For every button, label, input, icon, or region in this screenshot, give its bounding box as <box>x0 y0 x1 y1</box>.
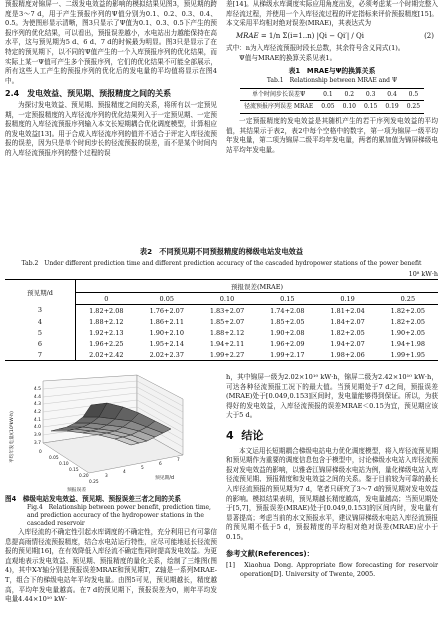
table-cell: 1.74+2.08 <box>270 306 305 315</box>
table-cell: 1.90+2.10 <box>149 328 184 337</box>
paragraph: 为探讨发电效益、预见期、预报精度之间的关系，将所有以一定预见期，一定预报精度的入库径流序列的优化结果列入于一定预见期、一定预报精度的入库径流预报序列输入本文长短期耦合优化调度模型，计算相应的发电效益[13]。用于合成入库径流序列的值并不适合于评定入库径流预报的误差，因为只是单个时间步长的径流预报的误差，而不是某个时间内的入库径流预报序列的整个过程的误 <box>5 100 217 157</box>
z-axis <box>34 386 41 446</box>
table-cell: 0.05 <box>317 101 338 114</box>
row-label: 4 <box>5 316 76 327</box>
table-cell: 1.90+2.05 <box>390 328 426 337</box>
column-header: 0.10 <box>197 293 257 305</box>
table-cell: 1.85+2.07 <box>209 317 245 326</box>
table1 <box>240 88 424 114</box>
lower-left-text <box>5 528 217 605</box>
table-cell: 1.90+2.08 <box>270 328 305 337</box>
x-tick: 0.25 <box>89 480 99 485</box>
right-column <box>226 0 438 155</box>
table-cell: 1.99+2.17 <box>257 349 317 361</box>
row-header-title: 预见期/d <box>5 280 76 305</box>
section-title: 结论 <box>241 428 264 442</box>
equation-number: (2) <box>424 31 434 40</box>
x-tick: 0.05 <box>49 456 59 461</box>
table-cell: 2.02+2.42 <box>76 349 137 361</box>
table-cell: 1.99+1.95 <box>378 349 438 361</box>
y-axis-label: 预见期/d <box>155 476 175 481</box>
z-tick: 4.3 <box>33 402 41 407</box>
row-header: 径流预报序列误差 MRAE <box>240 101 317 114</box>
reference-item: [1] Xiaohua Dong. Appropriate flow forecasting for reservoir operation[D]. University of Twente, 2005. <box>226 561 438 579</box>
row-label: 7 <box>5 349 76 361</box>
table-cell: 1.82+2.05 <box>330 328 365 337</box>
table-cell: 1.86+2.11 <box>149 317 184 326</box>
row-header: 单个时间步长误差Ψ <box>240 88 317 101</box>
table2-block <box>5 247 438 361</box>
z-tick: 4.1 <box>33 418 41 423</box>
table-row <box>5 305 438 317</box>
table-cell: 0.1 <box>317 88 338 101</box>
row-label: 6 <box>5 338 76 349</box>
z-tick: 4.4 <box>33 395 41 400</box>
table-row <box>240 101 424 114</box>
paragraph: 式中：n为入库径流预报时段长总数，其余符号含义同式(1)。 <box>226 44 405 53</box>
table-cell: 1.96+2.09 <box>270 339 305 348</box>
table-row <box>5 338 438 349</box>
table-cell: 1.81+2.04 <box>330 306 365 315</box>
x-axis-label: 预报误差 <box>67 488 87 493</box>
column-header: 0.15 <box>257 293 317 305</box>
table1-title-en: Tab.1 Relationship between MRAE and Ψ <box>266 77 398 85</box>
y-tick: 4 <box>123 470 126 475</box>
paragraph: 入库径流的不确定性引起水库调度的不确定性，充分利用已有可靠信息提高雨情径流预报精度，结合水电站运行特性，应尽可能地延长径流预报的预见期[16]，在有效降低入库径流不确定性同时提高发电效益。为更直观地表示发电效益、预见期、预报精度的量化关系，绘制了三维图(图4)，其中X-Y轴分别是预报误差MRAE和预见期T，Z轴是一系列MRAE-T，组合下的梯级电站年平均发电量。由图5可见，预见期越长，精度越高，平均年发电量越高。在7 d的预见期下，预报误差为0，则年平均发电量4.44×10¹⁰ kW· <box>5 528 217 604</box>
paragraph: h，其中锦屏一级为2.02×10¹⁰ kW·h，锦屏二级为2.42×10¹⁰ kW·h，可达各种径流预报工况下的最大值。当预见期处于7 d之间，预报误差(MRAE)处于[0.049,0.153]区间时，发电量能够得到保证。所以，为获得好的发电效益，入库径流预报的误差MRAE＜0.15为宜，预见期应该大于5 d。 <box>226 373 438 420</box>
x-tick: 0.20 <box>79 474 89 479</box>
table-cell: 1.94+2.07 <box>330 339 365 348</box>
table-cell: 1.95+2.14 <box>149 339 184 348</box>
equation-lhs: MRAE <box>236 31 259 40</box>
column-header: 0.19 <box>317 293 377 305</box>
y-tick: 3 <box>105 474 108 479</box>
y-tick: 7 <box>177 458 180 463</box>
z-tick: 4.0 <box>33 425 41 430</box>
caption-cn: 图4 梯级电站发电效益、预见期、预报误差三者之间的关系 <box>5 495 182 503</box>
equation-rhs: = 1/n Σ(i=1..n) |Qi − Qi′| / Qi <box>260 31 364 40</box>
table-cell: 0.4 <box>381 88 402 101</box>
z-tick: 4.5 <box>33 387 41 392</box>
section-heading-4 <box>226 428 438 442</box>
table-cell: 1.82+2.08 <box>89 306 124 315</box>
section-number: 4 <box>226 428 234 442</box>
table-cell: 1.88+2.12 <box>89 317 124 326</box>
table-header-row <box>5 280 438 293</box>
table-cell: 2.02+2.37 <box>137 349 197 361</box>
surface-plot <box>5 373 217 493</box>
table-row <box>5 349 438 361</box>
equation-2 <box>226 32 438 42</box>
section-heading-2-4: 2.4 发电效益、预见期、预报精度之间的关系 <box>5 89 172 99</box>
group-header: 预报误差(MRAE) <box>76 280 439 293</box>
x-tick: 0 <box>39 450 42 455</box>
column-header: 0.05 <box>137 293 197 305</box>
table-cell: 1.96+2.25 <box>89 339 124 348</box>
column-header: 0 <box>76 293 137 305</box>
table-row <box>5 327 438 338</box>
x-tick: 0.15 <box>69 468 79 473</box>
table-cell: 1.88+2.12 <box>209 328 245 337</box>
lower-right-text <box>226 373 438 579</box>
table-cell: 0.15 <box>360 101 381 114</box>
table-cell: 1.99+2.27 <box>197 349 257 361</box>
table-cell: 0.3 <box>360 88 381 101</box>
table1-title: 表1 MRAE与Ψ的换算关系 <box>288 66 376 75</box>
table-cell: 1.82+2.05 <box>390 306 426 315</box>
paragraph: 一定预报精度的发电效益是其随机产生的若干序列发电效益的平均值，其结果示于表2，表2中每个空格中的数字，第一项为锦屏一级平均年发电量，第二项为锦屏二级平均年发电量，两者的累加值为锦屏梯级电站平均年发电量。 <box>226 116 438 154</box>
figure-4-caption <box>5 495 217 528</box>
table-row <box>5 316 438 327</box>
figure-4 <box>5 373 217 493</box>
z-tick: 3.9 <box>33 433 41 438</box>
equation-body <box>236 32 364 42</box>
z-tick: 3.7 <box>33 441 41 446</box>
paragraph: 本文运用长短期耦合梯级电站电力优化调度模型，将入库径流预见期和预见期作为重要的调度信息包含于模型中，讨论梯级水电站入库径流预报对发电效益的影响，以雅砻江锦屏梯级水电站为例，量化梯级电站入库径流预见期、预报精度和发电效益之间的关系。鉴于目前较为可靠的最长入库径流预报的预见期为7 d，笔者只研究了3～7 d的预见期对发电效益的影响。模拟结果表明，预见期越长精度越高，发电量越高；当预见期处于[5,7]，预报误差(MRAE)处于[0.049,0.153]的区间内时，发电量有显著提高；考虑当前的水文预报水平，建议锦屏梯级水电站入库径流预报的预见期不低于5 d，预报精度的平均相对绝对误差(MRAE)应小于0.15。 <box>226 446 438 541</box>
table-cell: 1.76+2.07 <box>149 306 184 315</box>
paragraph: 差[14]。从梯级水库调度实际应用角度出发，必须考虑某一个时期完整入库径流过程，并使用一个入库径流过程的评定指标来评价预报精度[15]。本文采用平均相对绝对误差(MRAE)，其表达式为 <box>226 0 438 28</box>
paragraph: 预报精度对锦屏一、二级发电效益的影响的模拟结果见图3，预见期的跨度是3～7 d，用于产生预报序列的Ψ值分别为0.1、0.2、0.3、0.4、0.5。为使图形显示清晰，图3只显示了Ψ值为0.1、0.3、0.5下产生的预报序列的优化结果，可以看出，预报误差越小，水电站出力越能保持在高水平，这与预见期为5 d、6 d、7 d的时候最为明显。图3只是显示了在特定的预见期下，以不同的Ψ值产生的一个入库预报序列的优化结果，而实际上某一Ψ值可产生多个预报序列，它们的优化结果不可能全部展示，所有这些人工产生的预报序列的优化后的发电量的平均值将显示在图4中。 <box>5 0 217 85</box>
table-cell: 0.5 <box>403 88 424 101</box>
references-heading: 参考文献(References)： <box>226 548 314 558</box>
table2-unit: 10⁸ kW·h <box>408 270 438 278</box>
table-cell: 1.83+2.07 <box>209 306 245 315</box>
caption-en: Fig.4 Relationship between power benefit, prediction time, and prediction accuracy of the hydropower stations in the cascaded reservoir <box>27 504 211 527</box>
table-cell: 0.2 <box>339 88 360 101</box>
table-cell: 1.94+1.98 <box>390 339 426 348</box>
row-label: 5 <box>5 327 76 338</box>
table-cell: 1.98+2.06 <box>317 349 377 361</box>
table2-title: 表2 不同预见期不同预报精度的梯级电站发电效益 <box>139 247 304 256</box>
table-cell: 1.82+2.05 <box>390 317 426 326</box>
z-axis-label: 平均年发电量/(10⁸kW·h) <box>10 411 15 463</box>
table-cell: 0.25 <box>403 101 424 114</box>
table-cell: 0.10 <box>339 101 360 114</box>
table-cell: 1.94+2.11 <box>209 339 245 348</box>
table-cell: 1.92+2.13 <box>89 328 124 337</box>
row-label: 3 <box>5 305 76 317</box>
table-cell: 1.85+2.05 <box>270 317 305 326</box>
table-row <box>240 88 424 101</box>
y-tick: 6 <box>159 462 162 467</box>
left-column <box>5 0 217 159</box>
table2-title-en: Tab.2 Under different prediction time and different prediction accuracy of the cascaded hydropower stations of the power benefit <box>21 260 422 267</box>
table-cell: 0.19 <box>381 101 402 114</box>
paragraph: Ψ值与MRAE的换算关系见表1。 <box>239 53 337 62</box>
table-cell: 1.84+2.07 <box>330 317 365 326</box>
column-header: 0.25 <box>378 293 438 305</box>
table2 <box>5 279 438 361</box>
x-tick: 0.10 <box>59 462 69 467</box>
y-tick: 5 <box>141 466 144 471</box>
z-tick: 4.2 <box>33 410 41 415</box>
